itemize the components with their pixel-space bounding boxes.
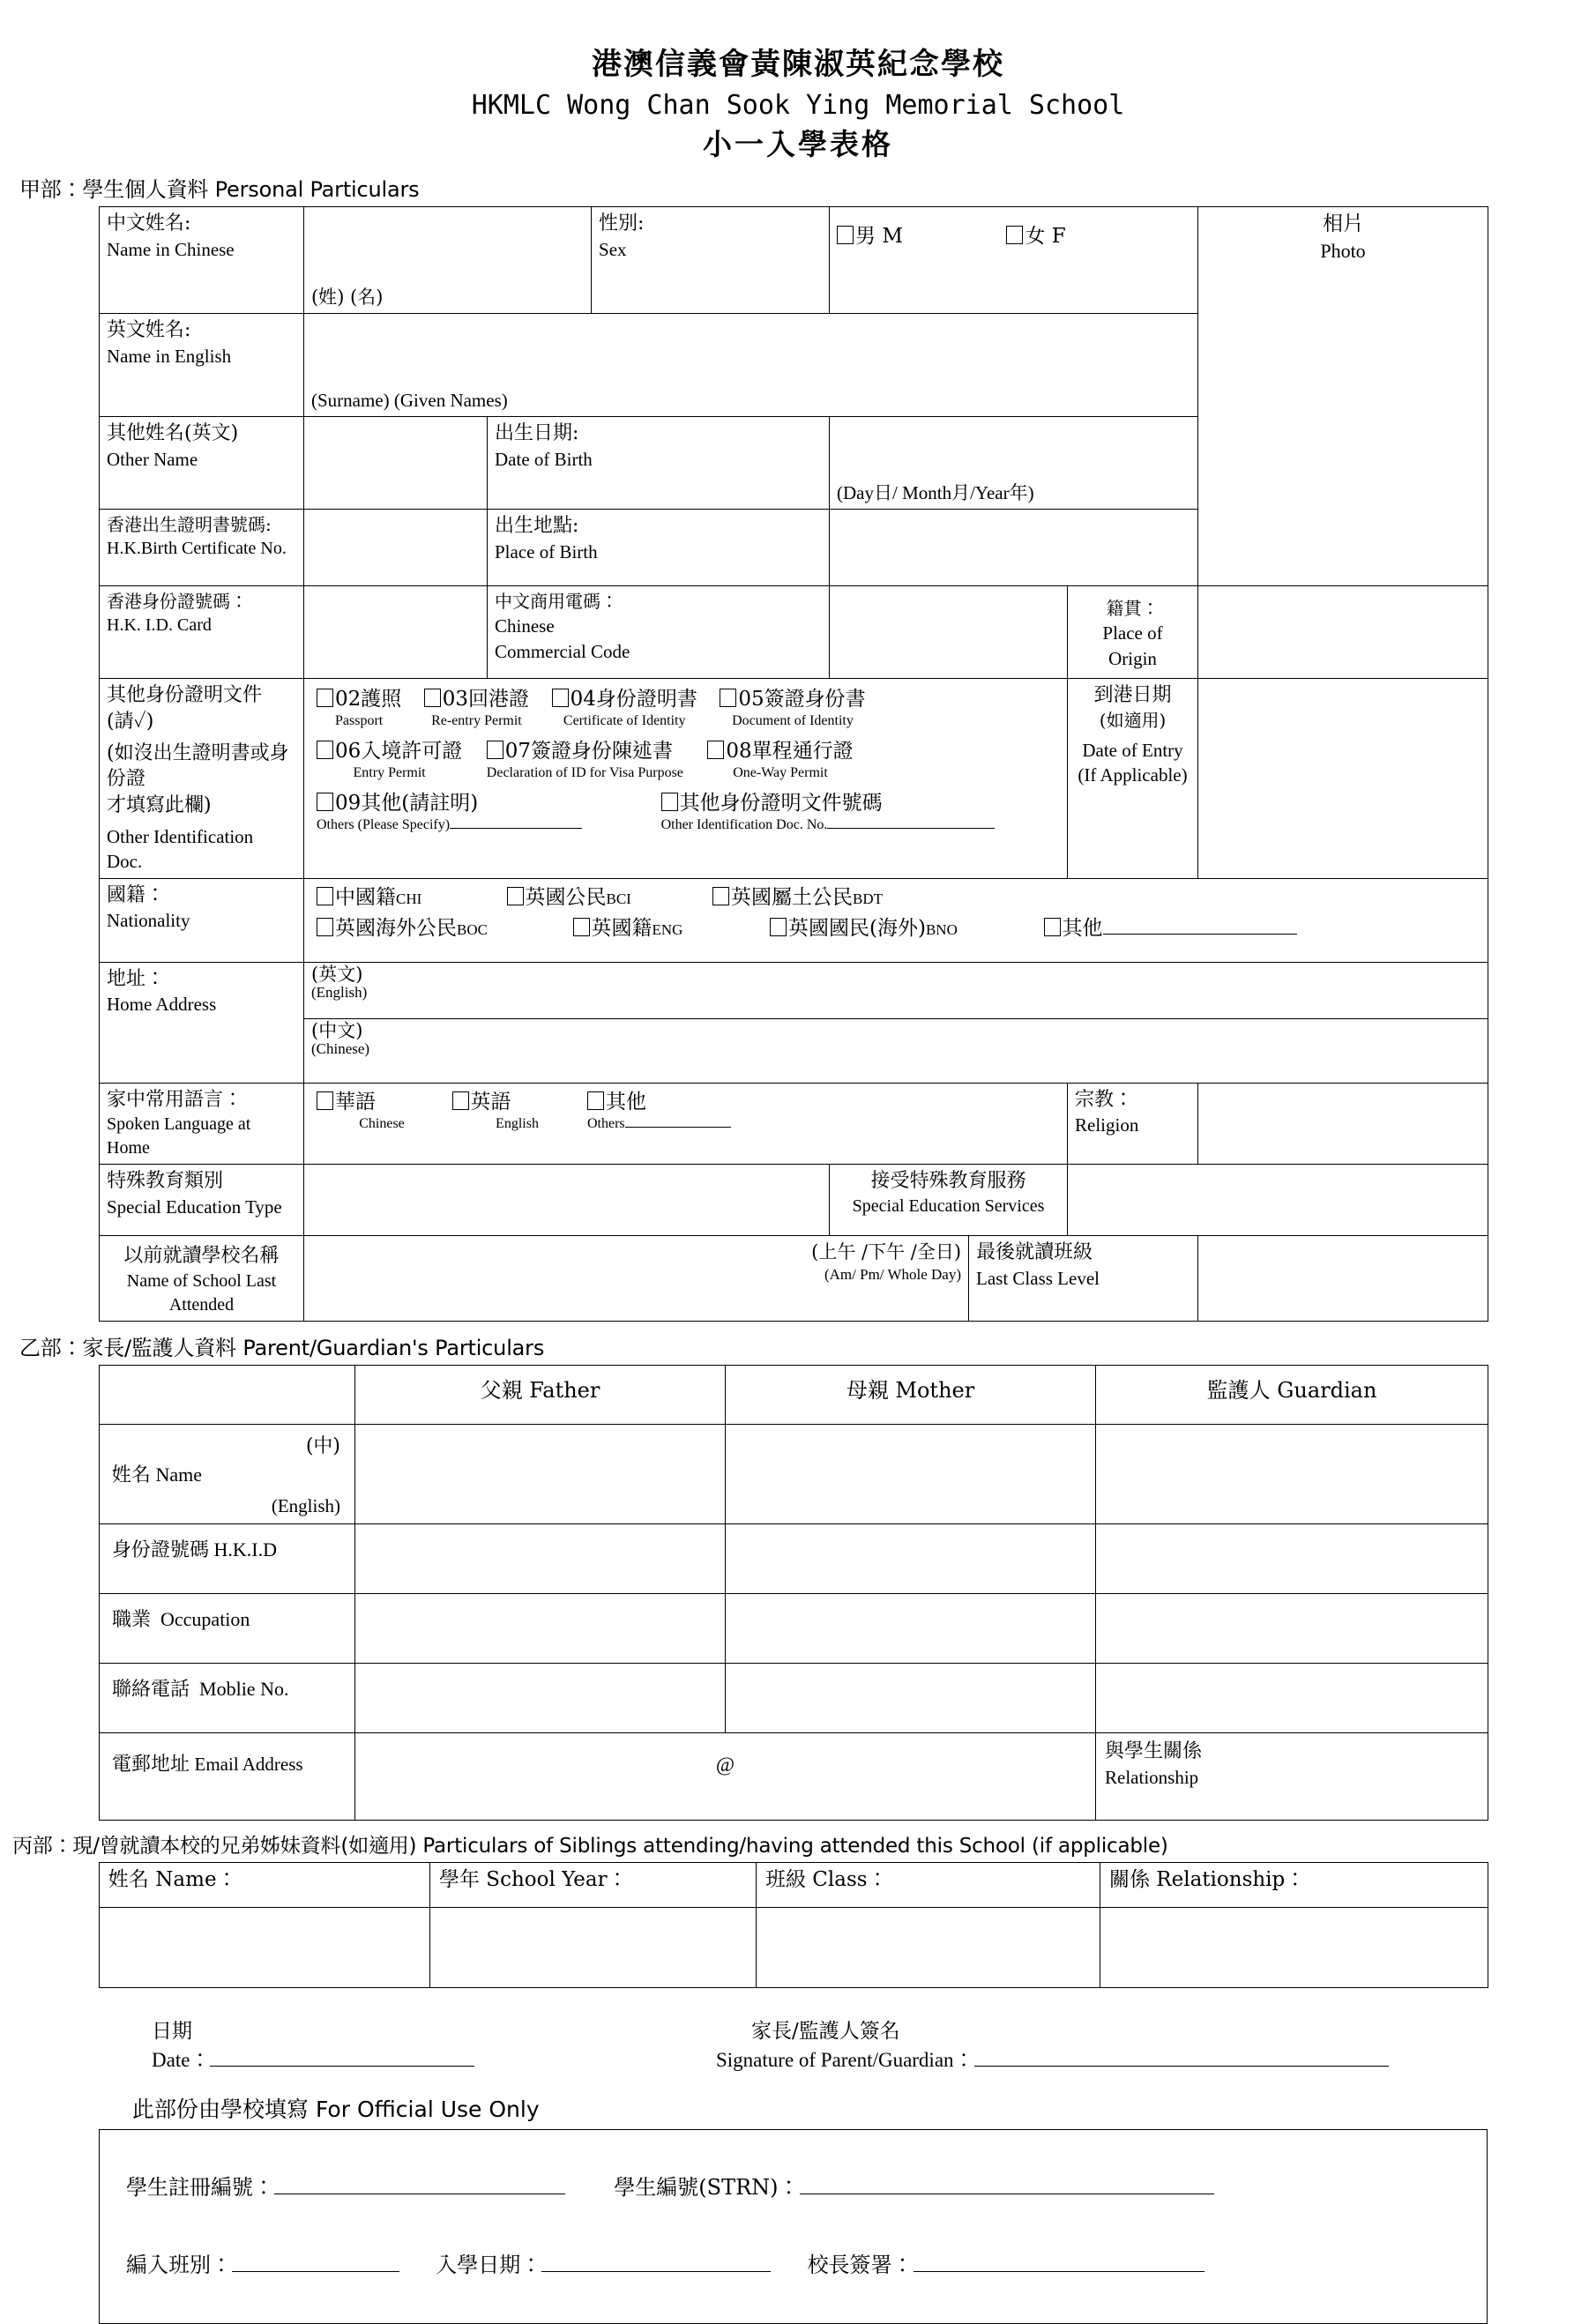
cell-dob-label (488, 417, 830, 510)
guardian-header-row (100, 1365, 1488, 1424)
entry-date-label: 入學日期： (436, 2253, 542, 2278)
cell-origin-label (1068, 586, 1198, 679)
last-class-label-cn: 最後就讀班級 (976, 1241, 1093, 1264)
cell-relationship-label (1096, 1732, 1488, 1820)
field-father-mobile[interactable] (355, 1663, 726, 1732)
field-dob[interactable] (830, 417, 1198, 510)
other-name-label-en: Other Name (107, 449, 198, 471)
col-header-guardian: 監護人 Guardian (1096, 1365, 1488, 1424)
nationality-label: 英國海外公民 (335, 916, 457, 940)
cell-nationality-label (100, 878, 304, 962)
id-doc-option-declaration-of-id[interactable] (487, 738, 683, 783)
nationality-label: 英國國民(海外) (788, 916, 926, 940)
sex-label-en: Sex (599, 239, 627, 261)
guardian-occupation-label-cn: 職業 (112, 1608, 152, 1631)
guardian-name-label-en: Name (155, 1463, 203, 1486)
official-use-heading: 此部份由學校填寫 For Official Use Only (132, 2096, 540, 2122)
field-last-school[interactable] (304, 1236, 969, 1322)
language-sublabel-text: Others (587, 1115, 625, 1131)
other-doc-label-cn-4: 才填寫此欄) (107, 794, 212, 817)
address-chinese-label-cn: (中文) (311, 1019, 363, 1041)
id-doc-sublabel: Document of Identity (732, 713, 854, 729)
signature-input-line[interactable] (716, 2044, 1389, 2073)
checkbox-icon[interactable] (317, 741, 333, 759)
id-doc-sublabel-text: Other Identification Doc. No. (660, 816, 828, 832)
sex-male-option[interactable] (837, 223, 903, 250)
nationality-option-eng[interactable] (573, 915, 765, 942)
ccc-label-cn: 中文商用電碼： (495, 591, 618, 613)
hkid-label-en: H.K. I.D. Card (107, 615, 212, 636)
field-date-of-entry[interactable] (1198, 679, 1488, 878)
cell-guardian-occupation-label (100, 1593, 355, 1663)
language-sublabel: English (496, 1115, 539, 1131)
official-use-box (99, 2129, 1488, 2324)
checkbox-icon[interactable] (837, 226, 854, 244)
id-doc-option-passport[interactable] (317, 686, 401, 731)
sex-male-label: 男 M (855, 225, 903, 249)
relationship-label-cn: 與學生關係 (1105, 1739, 1203, 1762)
name-english-label-en: Name in English (107, 346, 232, 368)
id-doc-option-certificate-of-identity[interactable] (552, 686, 697, 731)
nationality-label: 中國籍 (335, 885, 396, 909)
id-doc-option-one-way-permit[interactable] (707, 738, 853, 783)
school-name-chinese: 港澳信義會黃陳淑英紀念學校 (592, 47, 1004, 82)
nationality-option-boc[interactable] (317, 915, 568, 942)
nationality-option-bdt[interactable] (712, 884, 883, 912)
dob-label-en: Date of Birth (495, 449, 593, 471)
section-b-heading: 乙部：家長/監護人資料 Parent/Guardian's Particulars (19, 1335, 545, 1360)
nationality-label: 其他 (1062, 916, 1103, 940)
checkbox-icon[interactable] (317, 689, 333, 707)
origin-label-cn: 籍貫： (1106, 598, 1160, 620)
signature-row (99, 2015, 1488, 2090)
id-doc-option-others[interactable] (317, 790, 582, 835)
place-of-birth-label-en: Place of Birth (495, 541, 598, 563)
language-label-en: Spoken Language at Home (107, 1114, 251, 1158)
field-guardian-occupation[interactable] (1096, 1593, 1488, 1663)
field-sibling-relationship[interactable] (1100, 1907, 1488, 1987)
field-mother-name[interactable] (726, 1424, 1096, 1523)
address-english-block[interactable] (304, 963, 1488, 1018)
row-spoken-language (100, 1083, 1488, 1165)
cell-birth-cert-label (100, 510, 304, 586)
other-doc-label-cn-2: (請✓) (107, 711, 154, 734)
checkbox-icon[interactable] (507, 887, 524, 905)
guardian-hkid-label-cn: 身份證號碼 (112, 1538, 210, 1561)
religion-label-cn: 宗教： (1075, 1088, 1134, 1111)
nationality-code: BOC (457, 920, 488, 938)
sex-female-label: 女 F (1025, 225, 1066, 249)
nationality-code: ENG (652, 920, 683, 938)
photo-label-en: Photo (1320, 240, 1366, 263)
id-doc-sublabel: Entry Permit (353, 765, 426, 781)
col-header-mother: 母親 Mother (726, 1365, 1096, 1424)
nationality-code: BCI (606, 890, 631, 907)
official-line-1 (126, 2160, 1460, 2215)
language-option-english[interactable] (452, 1089, 583, 1134)
checkbox-icon[interactable] (712, 887, 729, 905)
field-guardian-hkid[interactable] (1096, 1523, 1488, 1593)
other-doc-label-en-2: Doc. (107, 851, 143, 873)
cell-guardian-email-label (100, 1732, 355, 1820)
sped-type-label-en: Special Education Type (107, 1196, 282, 1218)
cell-guardian-hkid-label (100, 1523, 355, 1593)
cell-language-label (100, 1083, 304, 1165)
id-doc-sublabel (661, 816, 996, 835)
dob-label-cn: 出生日期: (495, 422, 579, 445)
guardian-occupation-label-en: Occupation (160, 1607, 250, 1630)
language-sublabel: Chinese (359, 1115, 405, 1131)
language-label: 華語 (335, 1090, 376, 1114)
language-option-others[interactable] (587, 1089, 731, 1134)
form-title: 小一入學表格 (703, 126, 893, 161)
address-label-en: Home Address (107, 994, 217, 1016)
field-mother-hkid[interactable] (726, 1523, 1096, 1593)
date-input[interactable] (210, 2066, 474, 2067)
cell-date-of-entry-label (1068, 679, 1198, 878)
official-line-2 (126, 2238, 1460, 2292)
row-last-school (100, 1236, 1488, 1322)
field-other-name[interactable] (304, 417, 488, 510)
cell-other-name-label (100, 417, 304, 510)
guardian-name-label (112, 1462, 202, 1489)
sped-services-label-en: Special Education Services (852, 1196, 1045, 1216)
session-hint-cn: (上午 /下午 /全日) (811, 1241, 962, 1263)
siblings-col-relationship: 關係 Relationship： (1100, 1862, 1488, 1907)
cell-religion-label (1068, 1083, 1198, 1165)
id-doc-label: 03回港證 (442, 688, 530, 711)
id-doc-label: 09其他(請註明) (335, 791, 479, 815)
guardian-particulars-table (99, 1365, 1488, 1821)
name-english-hint: (Surname) (Given Names) (311, 389, 508, 411)
cell-guardian-corner (100, 1365, 355, 1424)
checkbox-icon[interactable] (587, 1091, 604, 1110)
relationship-label-en: Relationship (1105, 1766, 1199, 1788)
name-english-label-cn: 英文姓名: (107, 319, 191, 342)
guardian-hkid-label-en: H.K.I.D (213, 1538, 278, 1561)
personal-particulars-table (99, 206, 1488, 1322)
id-doc-sublabel: Passport (335, 713, 384, 729)
last-class-label-en: Last Class Level (976, 1267, 1100, 1289)
field-sped-type[interactable] (304, 1165, 830, 1236)
signature-label-en: Signature of Parent/Guardian： (716, 2048, 974, 2071)
language-option-chinese[interactable] (317, 1089, 447, 1134)
signature-label-cn: 家長/監護人簽名 (751, 2019, 900, 2043)
nationality-code: CHI (396, 890, 422, 907)
field-guardian-name[interactable] (1096, 1424, 1488, 1523)
nationality-options-line-1 (317, 884, 1482, 912)
id-doc-sublabel (317, 816, 582, 835)
date-of-entry-label-en-1: Date of Entry (1082, 740, 1183, 762)
checkbox-icon[interactable] (452, 1091, 469, 1110)
guardian-row-email (100, 1732, 1488, 1820)
language-other-input[interactable] (625, 1127, 731, 1128)
checkbox-icon[interactable] (552, 689, 569, 707)
cell-hkid-label (100, 586, 304, 679)
cell-address-fields (304, 962, 1488, 1083)
guardian-mobile-label-cn: 聯絡電話 (112, 1678, 190, 1701)
address-chinese-block[interactable] (304, 1019, 1488, 1075)
checkbox-icon[interactable] (317, 1091, 333, 1110)
language-label: 其他 (606, 1090, 646, 1114)
cell-language-options (304, 1083, 1068, 1165)
guardian-email-label-cn: 電郵地址 (112, 1753, 190, 1776)
dob-format-hint: (Day日/ Month月/Year年) (837, 481, 1034, 503)
origin-label-en-2: Origin (1108, 647, 1157, 669)
id-doc-label: 05簽證身份書 (738, 688, 866, 711)
religion-label-en: Religion (1075, 1114, 1139, 1136)
id-doc-sublabel-text: Others (Please Specify) (317, 816, 451, 832)
field-father-hkid[interactable] (355, 1523, 726, 1593)
checkbox-icon[interactable] (720, 689, 736, 707)
other-doc-label-cn-3: (如沒出生證明書或身份證 (107, 741, 289, 791)
nationality-label-cn: 國籍： (107, 883, 166, 906)
cell-photo[interactable] (1198, 207, 1488, 586)
name-chinese-label-cn: 中文姓名: (107, 212, 191, 235)
guardian-name-label-cn: 姓名 (112, 1464, 152, 1486)
field-mother-mobile[interactable] (726, 1663, 1096, 1732)
language-label: 英語 (470, 1090, 511, 1114)
checkbox-icon[interactable] (317, 918, 333, 936)
guardian-row-mobile (100, 1663, 1488, 1732)
field-sibling-class[interactable] (757, 1907, 1100, 1987)
row-special-education (100, 1165, 1488, 1236)
others-specify-input[interactable] (450, 828, 582, 829)
checkbox-icon[interactable] (707, 741, 724, 759)
field-name-english[interactable] (304, 314, 1198, 417)
checkbox-icon[interactable] (770, 918, 787, 936)
checkbox-icon[interactable] (1006, 226, 1023, 244)
nationality-code: BDT (853, 890, 883, 907)
origin-label-en-1: Place of (1102, 622, 1163, 644)
birth-cert-label-en: H.K.Birth Certificate No. (107, 539, 287, 559)
sex-female-option[interactable] (1006, 223, 1065, 250)
nationality-option-others[interactable] (1044, 915, 1297, 942)
date-input-line[interactable] (152, 2044, 474, 2073)
school-name-english: HKMLC Wong Chan Sook Ying Memorial School (471, 89, 1125, 121)
other-doc-no-input[interactable] (827, 828, 995, 829)
date-of-entry-label-cn-2: (如適用) (1099, 710, 1167, 732)
checkbox-icon[interactable] (661, 793, 678, 811)
last-school-label-en: Name of School Last Attended (126, 1270, 277, 1315)
cell-guardian-mobile-label (100, 1663, 355, 1732)
field-name-chinese[interactable] (304, 207, 592, 314)
checkbox-icon[interactable] (317, 887, 333, 905)
id-doc-label: 08單程通行證 (726, 740, 854, 763)
ccc-label-en-1: Chinese (495, 615, 555, 637)
cell-id-doc-options (304, 679, 1068, 878)
row-home-address (100, 962, 1488, 1083)
photo-label-cn: 相片 (1323, 212, 1364, 236)
name-chinese-hint: (姓) (名) (311, 287, 384, 309)
field-place-of-birth[interactable] (830, 510, 1198, 586)
field-hkid[interactable] (304, 586, 488, 679)
field-sibling-name[interactable] (100, 1907, 430, 1987)
checkbox-icon[interactable] (424, 689, 441, 707)
guardian-name-hint-cn: (中) (305, 1434, 340, 1457)
address-chinese-label-en: (Chinese) (311, 1039, 370, 1057)
id-doc-label: 04身份證明書 (570, 688, 697, 711)
id-doc-option-entry-permit[interactable] (317, 738, 462, 783)
session-hint-en: (Am/ Pm/ Whole Day) (824, 1265, 962, 1283)
nationality-code: BNO (925, 920, 958, 938)
language-label-cn: 家中常用語言： (107, 1088, 243, 1111)
field-origin[interactable] (1198, 586, 1488, 679)
cell-last-class-label (969, 1236, 1198, 1322)
id-doc-sublabel: Re-entry Permit (431, 713, 522, 729)
id-doc-label: 02護照 (335, 688, 402, 711)
cell-nationality-options (304, 878, 1488, 962)
siblings-table (99, 1862, 1488, 1988)
strn-label: 學生編號(STRN)： (614, 2174, 800, 2200)
cell-sped-services-label (830, 1165, 1068, 1236)
principal-signature-label: 校長簽署： (807, 2253, 914, 2278)
class-assigned-input[interactable] (232, 2271, 399, 2272)
guardian-name-hint-en: (English) (271, 1494, 340, 1516)
checkbox-icon[interactable] (1044, 918, 1061, 936)
nationality-option-chi[interactable] (317, 884, 502, 912)
ccc-label-en-2: Commercial Code (495, 640, 630, 662)
row-other-id-docs (100, 679, 1488, 878)
id-doc-options-line-1 (317, 686, 1062, 731)
name-chinese-label-en: Name in Chinese (107, 239, 235, 261)
date-of-entry-label-cn-1: 到港日期 (1093, 684, 1172, 707)
date-block (152, 2015, 474, 2073)
nationality-label: 英國籍 (591, 916, 653, 940)
sex-label-cn: 性別: (599, 212, 645, 235)
checkbox-icon[interactable] (487, 741, 503, 759)
row-hkid-ccc-origin (100, 586, 1488, 679)
entry-date-input[interactable] (541, 2271, 771, 2272)
field-father-occupation[interactable] (355, 1593, 726, 1663)
field-ccc[interactable] (830, 586, 1068, 679)
row-name-chinese (100, 207, 1488, 314)
field-mother-occupation[interactable] (726, 1593, 1096, 1663)
nationality-option-bci[interactable] (507, 884, 708, 912)
cell-last-school-label (100, 1236, 304, 1322)
parent-signature-block (716, 2015, 1389, 2073)
class-assigned-label: 編入班別： (126, 2253, 232, 2278)
field-sibling-school-year[interactable] (430, 1907, 757, 1987)
other-doc-label-en-1: Other Identification (107, 825, 254, 847)
date-label-cn: 日期 (152, 2019, 192, 2043)
section-a-heading: 甲部：學生個人資料 Personal Particulars (19, 177, 420, 203)
place-of-birth-label-cn: 出生地點: (495, 515, 579, 538)
nationality-label: 英國公民 (525, 885, 607, 909)
language-options (317, 1089, 1062, 1134)
address-english-label-cn: (英文) (311, 963, 363, 985)
other-name-label-cn: 其他姓名(英文) (107, 422, 239, 445)
cell-guardian-name-label (100, 1424, 355, 1523)
cell-sex-label (592, 207, 830, 314)
cell-ccc-label (488, 586, 830, 679)
cell-sped-type-label (100, 1165, 304, 1236)
principal-signature-input[interactable] (914, 2271, 1204, 2272)
field-father-name[interactable] (355, 1424, 726, 1523)
sped-type-label-cn: 特殊教育類別 (107, 1170, 224, 1193)
siblings-header-row (100, 1862, 1488, 1907)
siblings-col-class: 班級 Class： (757, 1862, 1100, 1907)
siblings-col-school-year: 學年 School Year： (430, 1862, 757, 1907)
guardian-row-hkid (100, 1523, 1488, 1593)
cell-name-english-label (100, 314, 304, 417)
guardian-email-label-en: Email Address (194, 1753, 303, 1775)
id-doc-option-other-doc-no[interactable] (661, 790, 996, 835)
checkbox-icon[interactable] (317, 793, 333, 811)
address-english-label-en: (English) (311, 983, 368, 1001)
section-c-heading: 丙部：現/曾就讀本校的兄弟姊妹資料(如適用) Particulars of Siblings attending/having attended this School (if applicable) (12, 1834, 1168, 1858)
col-header-father: 父親 Father (355, 1365, 726, 1424)
email-at-symbol: @ (715, 1753, 735, 1776)
nationality-label-en: Nationality (107, 910, 190, 932)
id-doc-label: 06入境許可證 (335, 740, 463, 763)
id-doc-sublabel: Declaration of ID for Visa Purpose (486, 765, 683, 781)
guardian-mobile-label-en: Moblie No. (199, 1677, 289, 1700)
field-email-address[interactable] (355, 1732, 1096, 1820)
other-doc-label-cn-1: 其他身份證明文件 (107, 684, 263, 707)
field-sped-services[interactable] (1068, 1165, 1488, 1236)
nationality-options-line-2 (317, 915, 1482, 942)
id-doc-options-line-2 (317, 738, 1062, 783)
id-doc-label: 07簽證身份陳述書 (504, 740, 674, 763)
hkid-label-cn: 香港身份證號碼： (107, 591, 248, 613)
date-of-entry-label-en-2: (If Applicable) (1078, 764, 1188, 786)
row-nationality (100, 878, 1488, 962)
id-doc-label: 其他身份證明文件號碼 (679, 791, 883, 815)
field-birth-cert[interactable] (304, 510, 488, 586)
id-doc-option-document-of-identity[interactable] (720, 686, 865, 731)
cell-other-doc-label (100, 679, 304, 878)
field-guardian-mobile[interactable] (1096, 1663, 1488, 1732)
cell-sex-options (830, 207, 1198, 314)
guardian-row-occupation (100, 1593, 1488, 1663)
nationality-option-bno[interactable] (770, 915, 1039, 942)
id-doc-sublabel: One-Way Permit (733, 765, 828, 781)
birth-cert-label-cn: 香港出生證明書號碼: (107, 514, 272, 536)
id-doc-option-re-entry-permit[interactable] (424, 686, 529, 731)
cell-name-chinese-label (100, 207, 304, 314)
last-school-label-cn: 以前就讀學校名稱 (123, 1245, 280, 1268)
field-last-class[interactable] (1198, 1236, 1488, 1322)
siblings-data-row (100, 1907, 1488, 1987)
signature-input[interactable] (974, 2066, 1389, 2067)
sped-services-label-cn: 接受特殊教育服務 (870, 1170, 1026, 1193)
language-sublabel (587, 1114, 731, 1134)
field-religion[interactable] (1198, 1083, 1488, 1165)
id-doc-sublabel: Certificate of Identity (563, 713, 686, 729)
guardian-row-name (100, 1424, 1488, 1523)
nationality-other-input[interactable] (1103, 934, 1297, 935)
cell-place-of-birth-label (488, 510, 830, 586)
date-label-en: Date： (152, 2048, 211, 2071)
siblings-col-name: 姓名 Name： (100, 1862, 430, 1907)
nationality-label: 英國屬土公民 (731, 885, 853, 909)
document-header (0, 0, 1596, 163)
student-reg-no-label: 學生註冊編號： (126, 2174, 274, 2200)
checkbox-icon[interactable] (573, 918, 590, 936)
cell-address-label (100, 962, 304, 1083)
id-doc-options-line-3 (317, 790, 1062, 835)
address-label-cn: 地址： (107, 967, 166, 990)
